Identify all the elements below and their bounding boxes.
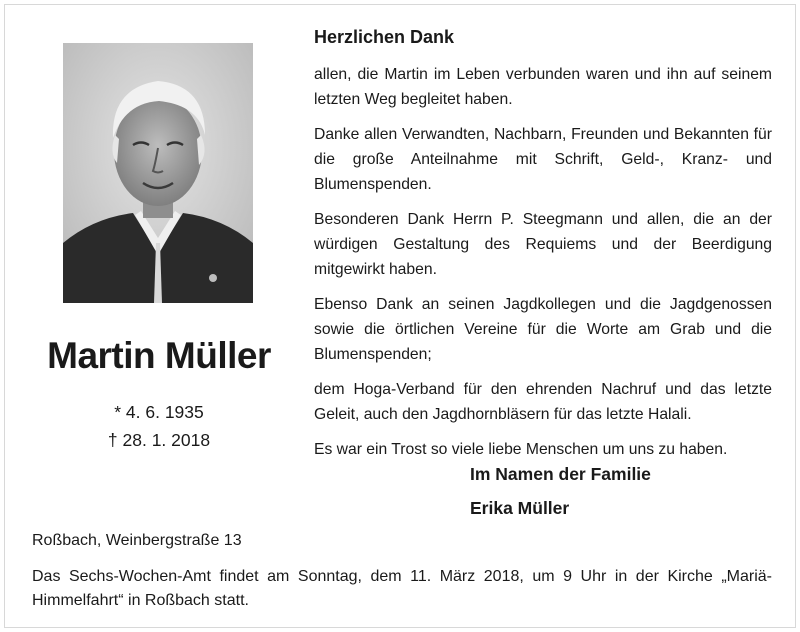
thanks-paragraph: Besonderen Dank Herrn P. Steegmann und allen, die an der würdigen Gestaltung des Requiems und der Beerdigung mitgewirkt haben.: [314, 211, 772, 278]
thanks-paragraph: Danke allen Verwandten, Nachbarn, Freunden und Bekannten für die große Anteilnahme mit Schrift, Geld-, Kranz- und Blumenspenden.: [314, 126, 772, 193]
death-date: † 28. 1. 2018: [107, 430, 211, 450]
thanks-paragraph: dem Hoga-Verband für den ehrenden Nachruf und das letzte Geleit, auch den Jagdhornbläsern für das letzte Halali.: [314, 381, 772, 423]
portrait-illustration: [63, 43, 253, 303]
portrait-photo: [63, 43, 253, 303]
signature-line-1: Im Namen der Familie: [470, 464, 651, 484]
thanks-paragraph: Es war ein Trost so viele liebe Menschen um uns zu haben.: [314, 441, 728, 458]
address: Roßbach, Weinbergstraße 13: [32, 532, 242, 549]
signature-line-2: Erika Müller: [470, 498, 570, 518]
life-dates: [0, 398, 318, 454]
family-signature: [470, 457, 651, 525]
thanks-section: [314, 24, 772, 472]
thanks-heading: Herzlichen Dank: [314, 27, 455, 47]
thanks-paragraph: Ebenso Dank an seinen Jagdkollegen und die Jagdgenossen sowie die örtlichen Vereine für die Worte am Grab und die Blumenspenden;: [314, 296, 772, 363]
deceased-name: Martin Müller: [47, 335, 271, 376]
mass-notice: Das Sechs-Wochen-Amt findet am Sonntag, dem 11. März 2018, um 9 Uhr in der Kirche „Mariä-Himmelfahrt“ in Roßbach statt.: [32, 568, 772, 609]
thanks-paragraph: allen, die Martin im Leben verbunden waren und ihn auf seinem letzten Weg begleitet haben.: [314, 66, 772, 108]
birth-date: * 4. 6. 1935: [114, 402, 204, 422]
